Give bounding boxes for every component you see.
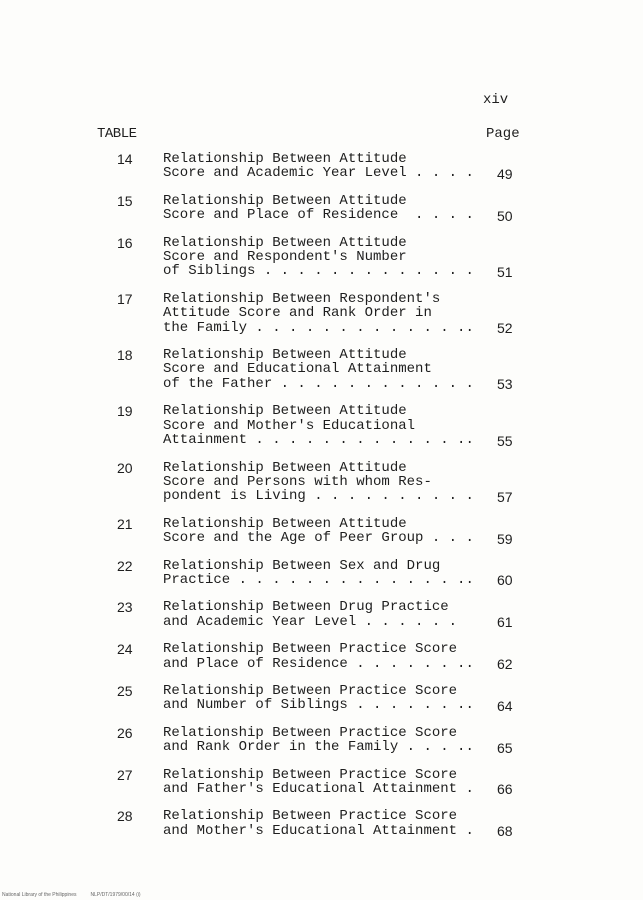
table-title-line: Relationship Between Attitude	[163, 151, 407, 167]
table-title-line: Relationship Between Drug Practice	[163, 599, 449, 616]
table-title	[163, 726, 481, 755]
scan-footer	[2, 892, 155, 898]
table-title-line: Practice . . . . . . . . . . . . . ..	[163, 571, 474, 588]
table-title-line: Relationship Between Attitude	[163, 515, 407, 532]
table-number: 16	[117, 234, 133, 251]
table-entry	[0, 404, 643, 447]
table-entry	[0, 461, 643, 504]
table-title-line: and Rank Order in the Family . . . ..	[163, 739, 474, 756]
table-title	[163, 809, 481, 838]
table-number: 24	[117, 641, 133, 658]
table-title-line: and Academic Year Level . . . . . .	[163, 613, 458, 630]
table-title-line: Score and Respondent's Number	[163, 249, 407, 266]
table-title	[163, 684, 481, 713]
table-number: 27	[117, 766, 133, 783]
table-title-line: Relationship Between Attitude	[163, 459, 407, 476]
table-title-line: Relationship Between Sex and Drug	[163, 557, 441, 574]
table-entry	[0, 809, 643, 838]
table-title-line: Score and Persons with whom Res-	[163, 473, 432, 490]
table-title-line: the Family . . . . . . . . . . . . ..	[163, 319, 474, 336]
page-reference: 68	[497, 823, 513, 840]
table-number: 26	[117, 724, 133, 741]
table-column-header: TABLE	[97, 126, 137, 142]
table-title-line: Relationship Between Attitude	[163, 347, 407, 364]
page-column-header: Page	[486, 126, 520, 142]
table-title-line: Relationship Between Attitude	[163, 192, 407, 209]
table-entry	[0, 152, 643, 181]
table-title-line: of the Father . . . . . . . . . . . .	[163, 375, 474, 392]
table-number: 25	[117, 682, 133, 699]
table-title-line: Relationship Between Attitude	[163, 234, 407, 251]
page-reference: 62	[497, 655, 513, 672]
table-title-line: of Siblings . . . . . . . . . . . . .	[163, 263, 474, 280]
table-entry	[0, 292, 643, 335]
table-title	[163, 517, 481, 546]
table-title	[163, 404, 481, 447]
table-title-line: and Number of Siblings . . . . . . ..	[163, 697, 474, 714]
table-title-line: Score and the Age of Peer Group . . .	[163, 530, 474, 547]
table-entry	[0, 768, 643, 797]
table-title	[163, 152, 481, 181]
table-entry	[0, 600, 643, 629]
table-title-line: Relationship Between Attitude	[163, 403, 407, 420]
table-title	[163, 600, 481, 629]
table-number: 28	[117, 808, 133, 825]
table-number: 22	[117, 557, 133, 574]
table-title	[163, 292, 481, 335]
table-number: 14	[117, 151, 133, 167]
table-title	[163, 348, 481, 391]
table-number: 21	[117, 515, 133, 532]
table-title-line: and Father's Educational Attainment .	[163, 781, 474, 797]
table-entry	[0, 194, 643, 223]
table-title	[163, 559, 481, 588]
table-title	[163, 236, 481, 279]
page-reference: 61	[497, 614, 513, 631]
table-entry	[0, 642, 643, 671]
page-reference: 50	[497, 207, 513, 224]
table-title	[163, 194, 481, 223]
table-entry	[0, 348, 643, 391]
page-reference: 59	[497, 530, 513, 547]
page-reference: 60	[497, 572, 513, 589]
table-title	[163, 642, 481, 671]
table-title-line: pondent is Living . . . . . . . . . .	[163, 488, 474, 505]
page-reference: 51	[497, 263, 513, 280]
table-title-line: and Place of Residence . . . . . . ..	[163, 655, 474, 672]
table-title-line: Score and Academic Year Level . . . .	[163, 165, 474, 182]
table-number: 20	[117, 459, 133, 476]
table-title-line: Score and Educational Attainment	[163, 361, 432, 378]
table-title-line: Attainment . . . . . . . . . . . . ..	[163, 432, 474, 449]
footer-library: National Library of the Philippines	[2, 892, 77, 898]
table-entry	[0, 559, 643, 588]
table-title-line: Score and Place of Residence . . . .	[163, 207, 474, 224]
table-title-line: Score and Mother's Educational	[163, 417, 416, 434]
page-reference: 64	[497, 697, 513, 714]
table-number: 23	[117, 599, 133, 616]
table-entry	[0, 236, 643, 279]
list-of-tables	[0, 152, 643, 851]
table-entry	[0, 517, 643, 546]
table-title-line: and Mother's Educational Attainment .	[163, 822, 474, 839]
table-title-line: Relationship Between Practice Score	[163, 724, 458, 741]
table-title	[163, 768, 481, 797]
table-entry	[0, 726, 643, 755]
page-reference: 49	[497, 165, 513, 182]
page-reference: 55	[497, 432, 513, 449]
page-reference: 52	[497, 320, 513, 337]
table-number: 15	[117, 192, 133, 209]
page-number: xiv	[483, 92, 509, 108]
page-reference: 53	[497, 376, 513, 393]
page-reference: 57	[497, 488, 513, 505]
table-number: 17	[117, 290, 133, 307]
footer-call-number: NLP/DT/1979/00/14 (i)	[90, 892, 141, 898]
table-title-line: Relationship Between Practice Score	[163, 682, 458, 699]
table-title-line: Relationship Between Practice Score	[163, 641, 458, 658]
table-number: 19	[117, 403, 133, 420]
table-title-line: Attitude Score and Rank Order in	[163, 305, 432, 322]
table-title-line: Relationship Between Respondent's	[163, 290, 441, 307]
table-number: 18	[117, 347, 133, 364]
page-reference: 66	[497, 781, 513, 798]
table-title-line: Relationship Between Practice Score	[163, 808, 458, 825]
table-title	[163, 461, 481, 504]
table-title-line: Relationship Between Practice Score	[163, 766, 458, 783]
page-reference: 65	[497, 739, 513, 756]
table-entry	[0, 684, 643, 713]
